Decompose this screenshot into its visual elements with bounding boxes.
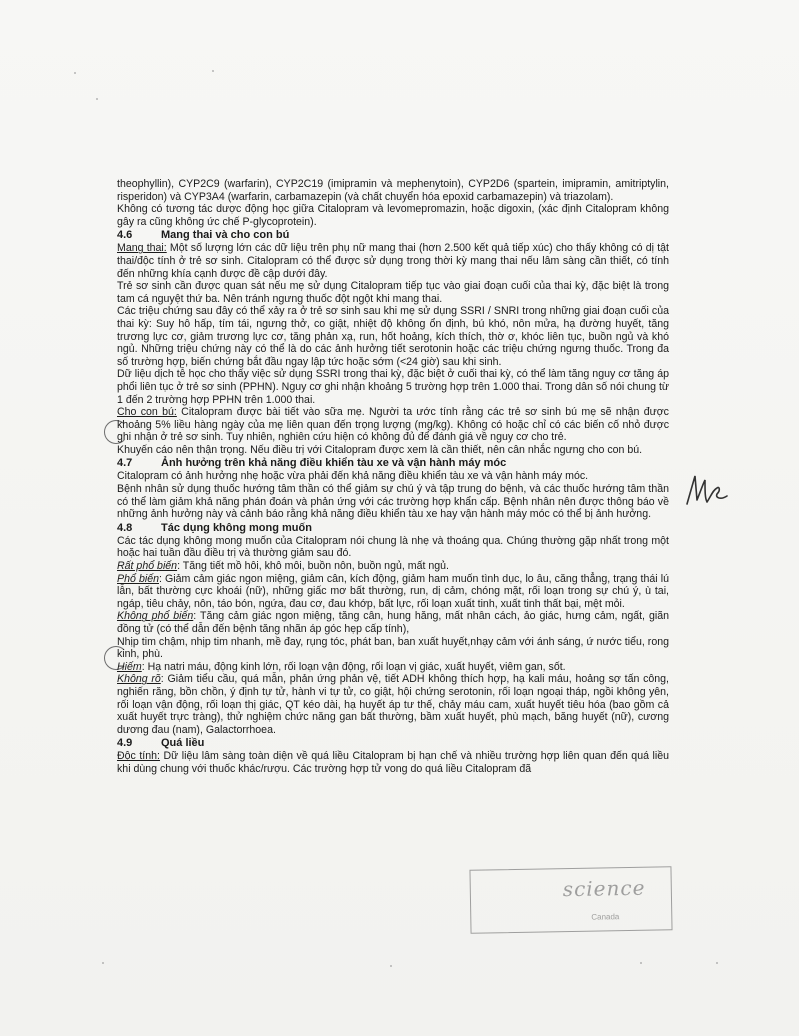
paragraph-pgp: Không có tương tác dược động học giữa Citalopram và levomepromazin, hoặc digoxin, (xác định Citalopram không gây ra cũng không ức chế P-glycoprotein).	[117, 203, 669, 228]
paragraph-uncommon-cont: Nhịp tim chậm, nhịp tim nhanh, mề đay, rụng tóc, phát ban, ban xuất huyết,nhạy cảm với ánh sáng, ứ nước tiểu, rong kinh, phù.	[117, 635, 669, 661]
scan-speck	[716, 962, 718, 964]
section-heading-4-6: 4.6 Mang thai và cho con bú	[117, 229, 290, 242]
section-heading-4-7: 4.7 Ảnh hưởng trên khả năng điều khiển tàu xe và vận hành máy móc	[117, 457, 507, 470]
scan-speck	[74, 72, 76, 74]
scan-speck	[390, 965, 392, 967]
stamp-place: Canada	[591, 912, 620, 922]
section-heading-4-9: 4.9 Quá liều	[117, 737, 205, 750]
paragraph-breastfeeding: Cho con bú: Citalopram được bài tiết vào sữa mẹ. Người ta ước tính rằng các trẻ sơ sinh bú mẹ sẽ nhận được khoảng 5% liều hàng ngày của mẹ liên quan đến trọng lượng (mg/kg). Không có hoặc chỉ có các biến cố nhỏ được ghi nhận ở trẻ sơ sinh. Tuy nhiên, nghiên cứu hiện có không đủ để đánh giá về nguy cơ cho trẻ.	[117, 406, 669, 444]
paragraph-very-common: Rất phổ biến: Tăng tiết mồ hôi, khô môi, buồn nôn, buồn ngủ, mất ngủ.	[117, 560, 449, 573]
scan-speck	[102, 962, 104, 964]
paragraph-newborn-symptoms: Các triệu chứng sau đây có thể xảy ra ở trẻ sơ sinh sau khi mẹ sử dụng SSRI / SNRI trong những giai đoạn cuối của thai kỳ: Suy hô hấp, tím tái, ngưng thở, co giật, nhiệt độ không ổn định, bú khó, nôn mửa, hạ đường huyết, tăng trương lực cơ, giảm trương lực cơ, tăng phản xạ, run, hốt hoảng, kích thích, thờ ơ, khóc liên tục, buồn ngủ và khó ngủ. Những triệu chứng này có thể là do các ảnh hưởng tiết serotonin hoặc các triệu chứng ngưng thuốc. Trong đa số trường hợp, biến chứng bắt đầu ngay lập tức hoặc sớm (<24 giờ) sau khi sinh.	[117, 305, 669, 368]
paragraph-interactions: theophyllin), CYP2C9 (warfarin), CYP2C19 (imipramin và mephenytoin), CYP2D6 (spartein, imipramin, amitriptylin, risperidon) và CYP3A4 (warfarin, carbamazepin (và chất chuyển hóa epoxid carbamazepin) và triazolam).	[117, 178, 669, 203]
paragraph-unknown: Không rõ: Giảm tiểu cầu, quá mẫn, phản ứng phản vệ, tiết ADH không thích hợp, hạ kali máu, hoảng sợ tấn công, nghiến răng, bồn chồn, ý định tự tử, hành vi tự tử, co giật, hội chứng serotonin, rối loạn ngoại tháp, ngồi không yên, rối loạn vận động, rối loạn thị giác, QT kéo dài, hạ huyết áp tư thế, chảy máu cam, xuất huyết tiêu hóa (bao gồm cả xuất huyết trực tràng), thử nghiệm chức năng gan bất thường, bầm xuất huyết, phù mạch, băng huyết (nữ), cương dương đau (nam), Galactorrhoea.	[117, 673, 669, 736]
paragraph-rare: Hiếm: Hạ natri máu, động kinh lớn, rối loạn vận động, rối loạn vị giác, xuất huyết, viêm gan, sốt.	[117, 660, 566, 673]
paragraph-adverse-intro: Các tác dụng không mong muốn của Citalopram nói chung là nhẹ và thoáng qua. Chúng thường gặp nhất trong một hoặc hai tuần đầu điều trị và thường giảm sau đó.	[117, 534, 669, 560]
scan-speck	[212, 70, 214, 72]
paragraph-psychotropic: Bệnh nhân sử dụng thuốc hướng tâm thần có thể giảm sự chú ý và tập trung do bệnh, và các thuốc hướng tâm thần có thể làm giảm khả năng phán đoán và phản ứng với các trường hợp khẩn cấp. Bệnh nhân nên được thông báo về những ảnh hưởng này và cảnh báo rằng khả năng điều khiển tàu xe hay vận hành máy móc có thể bị ảnh hưởng.	[117, 483, 669, 521]
stamp-word: science	[562, 875, 646, 902]
scan-speck	[640, 962, 642, 964]
company-stamp	[469, 866, 672, 934]
paragraph-caution: Khuyến cáo nên thận trọng. Nếu điều trị với Citalopram được xem là cần thiết, nên cân nhắc ngưng cho con bú.	[117, 443, 643, 456]
scan-speck	[96, 98, 98, 100]
section-heading-4-8: 4.8 Tác dụng không mong muốn	[117, 521, 312, 534]
paragraph-newborn-observe: Trẻ sơ sinh cần được quan sát nếu mẹ sử dụng Citalopram tiếp tục vào giai đoạn cuối của thai kỳ, đặc biệt là trong tam cá nguyệt thứ ba. Nên tránh ngưng thuốc đột ngột khi mang thai.	[117, 280, 669, 305]
document-body	[117, 178, 669, 776]
paragraph-pregnancy: Mang thai: Một số lượng lớn các dữ liệu trên phụ nữ mang thai (hơn 2.500 kết quả tiếp xúc) cho thấy không có dị tật thai/độc tính ở trẻ sơ sinh. Citalopram có thể được sử dụng trong thời kỳ mang thai nếu lâm sàng cần thiết, có tính đến những khía cạnh được đề cập dưới đây.	[117, 242, 669, 280]
handwritten-initials	[683, 470, 733, 510]
paragraph-uncommon: Không phổ biến: Tăng cảm giác ngon miệng, tăng cân, hung hăng, mất nhân cách, ảo giác, hưng cảm, ngất, giãn đồng tử (có thể dẫn đến bệnh tăng nhãn áp góc hẹp cấp tính),	[117, 610, 669, 635]
paragraph-pphn: Dữ liệu dịch tễ học cho thấy việc sử dụng SSRI trong thai kỳ, đặc biệt ở cuối thai kỳ, có thể làm tăng nguy cơ tăng áp phổi liên tục ở trẻ sơ sinh (PPHN). Nguy cơ ghi nhận khoảng 5 trường hợp trên 1.000 thai. Trong dân số nói chung từ 1 đến 2 trường hợp PPHN trên 1.000 thai.	[117, 368, 669, 406]
paragraph-driving: Citalopram có ảnh hưởng nhẹ hoặc vừa phải đến khả năng điều khiển tàu xe và vận hành máy móc.	[117, 470, 589, 483]
paragraph-common: Phổ biến: Giảm cảm giác ngon miệng, giảm cân, kích động, giảm ham muốn tình dục, lo âu, căng thẳng, trạng thái lú lẫn, bất thường cực khoái (nữ), những giấc mơ bất thường, run, dị cảm, chóng mặt, rối loạn trong sự chú ý, ù tai, ngáp, tiêu chảy, nôn, táo bón, ngứa, đau cơ, đau khớp, bất lực, rối loạn xuất tinh, xuất tinh thất bại, mệt mỏi.	[117, 572, 669, 610]
paragraph-overdose: Độc tính: Dữ liệu lâm sàng toàn diện về quá liều Citalopram bị hạn chế và nhiều trường hợp liên quan đến quá liều khi dùng chung với thuốc khác/rượu. Các trường hợp tử vong do quá liều Citalopram đã	[117, 750, 669, 775]
